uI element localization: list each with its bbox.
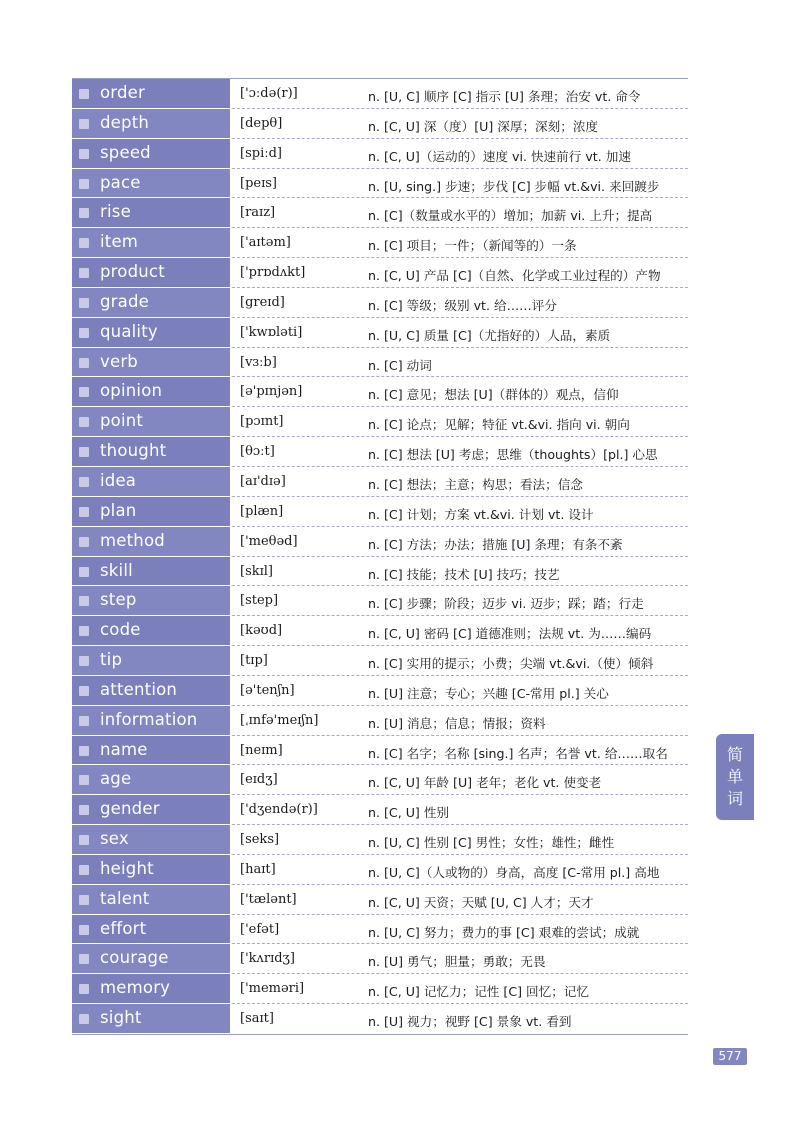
phonetic-text: [greɪd] [240, 294, 285, 310]
word-checkbox[interactable] [79, 179, 89, 189]
definition-text: n. [C, U]（运动的）速度 vi. 快速前行 vt. 加速 [368, 148, 631, 164]
word-label: effort [100, 918, 147, 938]
phonetic-text: [spiːd] [240, 145, 282, 161]
word-cell [72, 258, 230, 288]
word-cell [72, 616, 230, 646]
word-checkbox[interactable] [79, 716, 89, 726]
definition-text: n. [C] 技能；技术 [U] 技巧；技艺 [368, 566, 560, 582]
word-cell [72, 348, 230, 378]
vocab-row [72, 706, 688, 736]
vocab-row [72, 348, 688, 378]
definition-text: n. [C, U] 天资；天赋 [U, C] 人才；天才 [368, 894, 594, 910]
phonetic-text: [kəʊd] [240, 623, 283, 639]
phonetic-text: [θɔːt] [240, 444, 275, 460]
phonetic-text: ['meθəd] [240, 533, 298, 549]
phonetic-text: ['aɪtəm] [240, 235, 291, 251]
vocab-row [72, 825, 688, 855]
word-checkbox[interactable] [79, 925, 89, 935]
word-cell [72, 139, 230, 169]
phonetic-text: [depθ] [240, 115, 283, 131]
phonetic-text: [neɪm] [240, 742, 283, 758]
definition-text: n. [U] 勇气；胆量；勇敢；无畏 [368, 954, 546, 970]
vocab-row [72, 527, 688, 557]
word-cell [72, 885, 230, 915]
definition-text: n. [C, U] 记忆力；记性 [C] 回忆；记忆 [368, 984, 589, 1000]
section-tab[interactable] [716, 734, 754, 820]
word-label: skill [100, 560, 133, 580]
word-label: point [100, 411, 144, 431]
word-cell [72, 467, 230, 497]
phonetic-text: ['kwɒləti] [240, 324, 303, 340]
word-cell [72, 437, 230, 467]
phonetic-text: [pɔɪnt] [240, 414, 284, 430]
word-label: plan [100, 500, 137, 520]
word-cell [72, 228, 230, 258]
word-cell [72, 318, 230, 348]
vocab-row [72, 169, 688, 199]
word-cell [72, 169, 230, 199]
word-checkbox[interactable] [79, 477, 89, 487]
word-label: method [100, 530, 165, 550]
word-label: order [100, 83, 145, 102]
word-label: age [100, 769, 132, 789]
definition-text: n. [C] 想法；主意；构思；看法；信念 [368, 476, 583, 492]
phonetic-text: [haɪt] [240, 861, 276, 877]
definition-text: n. [C] 计划；方案 vt.&vi. 计划 vt. 设计 [368, 506, 594, 522]
phonetic-text: [ˌɪnfə'meɪʃn] [240, 712, 319, 728]
word-checkbox[interactable] [79, 954, 89, 964]
word-cell [72, 676, 230, 706]
definition-text: n. [C] 项目；一件；（新闻等的）一条 [368, 238, 577, 254]
word-label: sex [100, 829, 129, 849]
vocab-row [72, 586, 688, 616]
definition-text: n. [C] 步骤；阶段；迈步 vi. 迈步；踩；踏；行走 [368, 596, 644, 612]
word-cell [72, 765, 230, 795]
vocab-row [72, 437, 688, 467]
vocab-row [72, 855, 688, 885]
word-cell [72, 377, 230, 407]
word-label: opinion [100, 381, 163, 401]
definition-text: n. [C] 意见；想法 [U]（群体的）观点，信仰 [368, 387, 619, 403]
word-checkbox[interactable] [79, 447, 89, 457]
word-checkbox[interactable] [79, 119, 89, 129]
vocab-row [72, 795, 688, 825]
word-label: tip [100, 650, 123, 670]
word-label: thought [100, 441, 167, 461]
phonetic-text: ['tælənt] [240, 891, 297, 907]
vocab-row [72, 1004, 688, 1034]
word-label: name [100, 739, 148, 759]
vocabulary-table [72, 78, 688, 1035]
vocab-row [72, 288, 688, 318]
word-checkbox[interactable] [79, 298, 89, 308]
phonetic-text: ['dʒendə(r)] [240, 802, 318, 818]
word-label: memory [100, 978, 171, 998]
phonetic-text: ['efət] [240, 921, 280, 937]
definition-text: n. [C] 实用的提示；小费；尖端 vt.&vi.（使）倾斜 [368, 656, 654, 672]
word-checkbox[interactable] [79, 507, 89, 517]
phonetic-text: [tɪp] [240, 653, 268, 669]
word-cell [72, 915, 230, 945]
vocab-row [72, 467, 688, 497]
phonetic-text: [saɪt] [240, 1011, 274, 1027]
vocab-row [72, 765, 688, 795]
word-cell [72, 825, 230, 855]
word-label: quality [100, 321, 158, 341]
word-label: speed [100, 142, 151, 162]
word-checkbox[interactable] [79, 895, 89, 905]
definition-text: n. [C, U] 产品 [C]（自然、化学或工业过程的）产物 [368, 268, 661, 284]
vocab-row [72, 139, 688, 169]
definition-text: n. [U, C] 努力；费力的事 [C] 艰难的尝试；成就 [368, 924, 640, 940]
phonetic-text: [peɪs] [240, 175, 277, 191]
vocab-row [72, 676, 688, 706]
word-checkbox[interactable] [79, 686, 89, 696]
word-checkbox[interactable] [79, 656, 89, 666]
word-cell [72, 944, 230, 974]
word-checkbox[interactable] [79, 268, 89, 278]
word-checkbox[interactable] [79, 835, 89, 845]
section-tab-char-2: 单 [726, 767, 743, 786]
vocab-row [72, 616, 688, 646]
word-checkbox[interactable] [79, 626, 89, 636]
word-cell [72, 855, 230, 885]
definition-text: n. [C] 动词 [368, 357, 432, 373]
vocab-row [72, 944, 688, 974]
phonetic-text: ['meməri] [240, 981, 305, 997]
vocab-row [72, 557, 688, 587]
definition-text: n. [C, U] 性别 [368, 805, 450, 821]
vocab-row [72, 497, 688, 527]
section-tab-char-1: 简 [726, 745, 743, 764]
vocab-row [72, 318, 688, 348]
phonetic-text: [plæn] [240, 503, 284, 519]
phonetic-text: [vɜːb] [240, 354, 277, 370]
word-label: grade [100, 291, 149, 311]
word-cell [72, 527, 230, 557]
word-cell [72, 198, 230, 228]
phonetic-text: [seks] [240, 832, 280, 848]
vocab-row [72, 79, 688, 109]
word-cell [72, 497, 230, 527]
definition-text: n. [C] 名字；名称 [sing.] 名声；名誉 vt. 给……取名 [368, 745, 668, 761]
word-checkbox[interactable] [79, 387, 89, 397]
vocab-row [72, 885, 688, 915]
word-label: gender [100, 799, 160, 819]
word-label: verb [100, 351, 138, 371]
phonetic-text: [ə'tenʃn] [240, 682, 295, 698]
word-checkbox[interactable] [79, 328, 89, 338]
vocab-row [72, 915, 688, 945]
word-label: code [100, 620, 141, 640]
definition-text: n. [C, U] 年龄 [U] 老年；老化 vt. 使变老 [368, 775, 602, 791]
word-checkbox[interactable] [79, 238, 89, 248]
phonetic-text: [aɪ'dɪə] [240, 473, 286, 489]
word-label: height [100, 858, 154, 878]
definition-text: n. [C, U] 深（度）[U] 深厚；深刻；浓度 [368, 118, 599, 134]
vocab-row [72, 736, 688, 766]
vocab-row [72, 258, 688, 288]
word-checkbox[interactable] [79, 865, 89, 875]
phonetic-text: ['kʌrɪdʒ] [240, 951, 295, 967]
phonetic-text: [step] [240, 593, 279, 609]
word-checkbox[interactable] [79, 567, 89, 577]
word-checkbox[interactable] [79, 208, 89, 218]
phonetic-text: [raɪz] [240, 205, 276, 221]
word-cell [72, 736, 230, 766]
definition-text: n. [U] 消息；信息；情报；资料 [368, 715, 546, 731]
word-cell [72, 706, 230, 736]
definition-text: n. [C] 方法；办法；措施 [U] 条理；有条不紊 [368, 536, 623, 552]
vocab-row [72, 377, 688, 407]
word-label: attention [100, 679, 178, 699]
word-cell [72, 109, 230, 139]
vocab-row [72, 109, 688, 139]
word-label: courage [100, 948, 169, 968]
section-tab-char-3: 词 [726, 789, 743, 808]
phonetic-text: [ə'pɪnjən] [240, 384, 303, 400]
word-cell [72, 795, 230, 825]
vocab-row [72, 228, 688, 258]
definition-text: n. [C, U] 密码 [C] 道德准则；法规 vt. 为……编码 [368, 626, 652, 642]
word-label: sight [100, 1008, 142, 1028]
definition-text: n. [U] 视力；视野 [C] 景象 vt. 看到 [368, 1014, 572, 1030]
word-checkbox[interactable] [79, 984, 89, 994]
definition-text: n. [U, C] 质量 [C]（尤指好的）人品，素质 [368, 327, 611, 343]
definition-text: n. [C]（数量或水平的）增加；加薪 vi. 上升；提高 [368, 208, 653, 224]
definition-text: n. [U, C] 性别 [C] 男性；女性；雄性；雌性 [368, 835, 615, 851]
vocab-row [72, 974, 688, 1004]
word-label: pace [100, 172, 141, 192]
word-label: product [100, 262, 165, 282]
vocab-row [72, 198, 688, 228]
word-checkbox[interactable] [79, 805, 89, 815]
definition-text: n. [C] 等级；级别 vt. 给……评分 [368, 297, 557, 313]
word-cell [72, 1004, 230, 1034]
definition-text: n. [U, sing.] 步速；步伐 [C] 步幅 vt.&vi. 来回踱步 [368, 178, 660, 194]
word-label: information [100, 709, 198, 729]
vocab-row [72, 646, 688, 676]
word-checkbox[interactable] [79, 537, 89, 547]
word-cell [72, 586, 230, 616]
word-checkbox[interactable] [79, 149, 89, 159]
word-label: item [100, 232, 139, 252]
word-cell [72, 646, 230, 676]
definition-text: n. [C] 想法 [U] 考虑；思维（thoughts）[pl.] 心思 [368, 447, 658, 463]
word-cell [72, 79, 230, 109]
word-label: depth [100, 112, 150, 132]
definition-text: n. [C] 论点；见解；特征 vt.&vi. 指向 vi. 朝向 [368, 417, 630, 433]
word-checkbox[interactable] [79, 596, 89, 606]
word-label: step [100, 590, 137, 610]
word-label: rise [100, 202, 131, 222]
phonetic-text: ['prɒdʌkt] [240, 265, 306, 281]
page-number: 577 [713, 1048, 747, 1065]
word-checkbox[interactable] [79, 746, 89, 756]
definition-text: n. [U] 注意；专心；兴趣 [C-常用 pl.] 关心 [368, 685, 609, 701]
vocab-row [72, 407, 688, 437]
word-checkbox[interactable] [79, 417, 89, 427]
word-label: talent [100, 888, 150, 908]
word-checkbox[interactable] [79, 775, 89, 785]
word-checkbox[interactable] [79, 358, 89, 368]
definition-text: n. [U, C] 顺序 [C] 指示 [U] 条理；治安 vt. 命令 [368, 89, 641, 104]
word-cell [72, 557, 230, 587]
word-cell [72, 974, 230, 1004]
word-checkbox[interactable] [79, 1014, 89, 1024]
phonetic-text: [eɪdʒ] [240, 772, 278, 788]
word-checkbox[interactable] [79, 89, 89, 99]
phonetic-text: [skɪl] [240, 563, 274, 579]
word-label: idea [100, 470, 137, 490]
definition-text: n. [U, C]（人或物的）身高，高度 [C-常用 pl.] 高地 [368, 864, 660, 880]
phonetic-text: ['ɔːdə(r)] [240, 86, 298, 101]
word-cell [72, 288, 230, 318]
word-cell [72, 407, 230, 437]
